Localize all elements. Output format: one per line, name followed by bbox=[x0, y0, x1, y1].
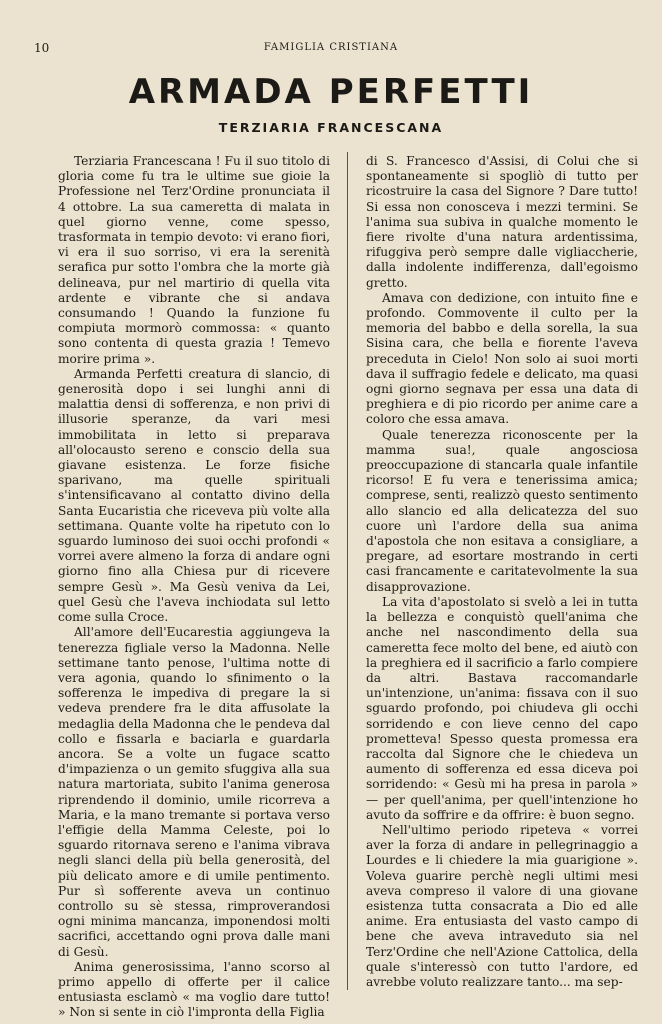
paragraph: Armanda Perfetti creatura di slancio, di generosità dopo i sei lunghi anni di malattia densi di sofferenza, e non privi di illusorie speranze, da vari mesi immobilitata in letto si preparava all'olocausto sereno e conscio della sua giavane esistenza. Le forze fisiche sparivano, ma quelle spirituali s'intensificavano al contatto divino della Santa Eucaristia che riceveva più volte alla settimana. Quante volte ha ripetuto con lo sguardo luminoso dei suoi occhi profondi « vorrei avere almeno la forza di andare ogni giorno fino alla Chiesa pur di ricevere sempre Gesù ». Ma Gesù veniva da Lei, quel Gesù che l'aveva inchiodata sul letto come sulla Croce. bbox=[58, 366, 330, 625]
page-number: 10 bbox=[34, 41, 50, 55]
paragraph: Nell'ultimo periodo ripeteva « vorrei aver la forza di andare in pellegrinaggio a Lourdes e li chiedere la mia guarigione ». Voleva guarire perchè negli ultimi mesi aveva compreso il valore di una giovane esistenza tutta consacrata a Dio ed alle anime. Era entusiasta del vasto campo di bene che aveva intraveduto sia nel Terz'Ordine che nell'Azione Cattolica, della quale s'interessò con tutto l'ardore, ed avrebbe voluto realizzare tanto... ma sep- bbox=[366, 822, 638, 989]
paragraph: di S. Francesco d'Assisi, di Colui che si spontaneamente si spogliò di tutto per ricostruire la casa del Signore ? Dare tutto! Si essa non conosceva i mezzi termini. Se l'anima sua subiva in qualche momento le fiere rivolte d'una natura ardentissima, rifuggiva però sempre dalle vigliaccherie, dalla indolente indifferenza, dall'egoismo gretto. bbox=[366, 154, 638, 290]
paragraph: Anima generosissima, l'anno scorso al primo appello di offerte per il calice entusiasta esclamò « ma voglio dare tutto! » Non si sente in ciò l'impronta della Figlia bbox=[58, 959, 330, 1020]
right-column bbox=[366, 154, 638, 990]
article-subtitle: TERZIARIA FRANCESCANA bbox=[218, 120, 444, 135]
column-divider bbox=[347, 152, 348, 990]
paragraph: Quale tenerezza riconoscente per la mamma sua!, quale angosciosa preoccupazione di stancarla quale infantile ricorso! E fu vera e tenerissima amica; comprese, senti, realizzò questo sentimento allo slancio ed alla delicatezza del suo cuore unì l'ardore della sua anima d'apostola che non esitava a consigliare, a pregare, ad esortare mostrando in certi casi francamente e caritatevolmente la sua disapprovazione. bbox=[366, 427, 638, 594]
left-column bbox=[58, 154, 330, 1021]
running-title: FAMIGLIA CRISTIANA bbox=[263, 42, 399, 53]
paragraph: Terziaria Francescana ! Fu il suo titolo di gloria come fu tra le ultime sue gioie la Professione nel Terz'Ordine pronunciata il 4 ottobre. La sua cameretta di malata in quel giorno venne, come spesso, trasformata in tempio devoto: vi erano fiori, vi era il suo sorriso, vi era la serenità serafica pur sotto l'ombra che la morte già delineava, pur nel martirio di quella vita ardente e vibrante che si andava consumando ! Quando la funzione fu compiuta mormorò commossa: « quanto sono contenta di questa grazia ! Temevo morire prima ». bbox=[58, 154, 330, 366]
paragraph: Amava con dedizione, con intuito fine e profondo. Commovente il culto per la memoria del babbo e della sorella, la sua Sisina cara, che bella e fiorente l'aveva preceduta in Cielo! Non solo ai suoi morti dava il suffragio fedele e delicato, ma quasi ogni giorno segnava per essa una data di preghiera e di pio ricordo per anime care a coloro che essa amava. bbox=[366, 290, 638, 427]
article-title: ARMADA PERFETTI bbox=[128, 72, 534, 112]
paragraph: La vita d'apostolato si svelò a lei in tutta la bellezza e conquistò quell'anima che anche nel nascondimento della sua cameretta fece molto del bene, ed aiutò con la preghiera ed il sacrificio a farlo compiere da altri. Bastava raccomandarle un'intenzione, un'anima: fissava con il suo sguardo profondo, poi chiudeva gli occhi sorridendo e con lieve cenno del capo prometteva! Spesso questa promessa era raccolta dal Signore che le chiedeva un aumento di sofferenza ed essa diceva poi sorridendo: « Gesù mi ha presa in parola » — per quell'anima, per quell'intenzione ho avuto da soffrire e da offrire: è buon segno. bbox=[366, 594, 639, 822]
paragraph: All'amore dell'Eucarestia aggiungeva la tenerezza figliale verso la Madonna. Nelle settimane tanto penose, l'ultima notte di vera agonia, quando lo sfinimento o la sofferenza le impediva di pregare la si vedeva prendere fra le dita affusolate la medaglia della Madonna che le pendeva dal collo e fissarla e baciarla e guardarla ancora. Se a volte un fugace scatto d'impazienza o un gemito sfuggiva alla sua natura martoriata, subito l'anima generosa riprendendo il dominio, umile ricorreva a Maria, e la mano tremante si portava verso l'effigie della Mamma Celeste, poi lo sguardo ritornava sereno e l'anima vibrava negli slanci della più bella generosità, del più delicato amore e di umile pentimento. Pur sì sofferente aveva un continuo controllo su sè stessa, rimproverandosi ogni minima mancanza, imponendosi molti sacrifici, accettando ogni prova dalle mani di Gesù. bbox=[58, 625, 330, 959]
